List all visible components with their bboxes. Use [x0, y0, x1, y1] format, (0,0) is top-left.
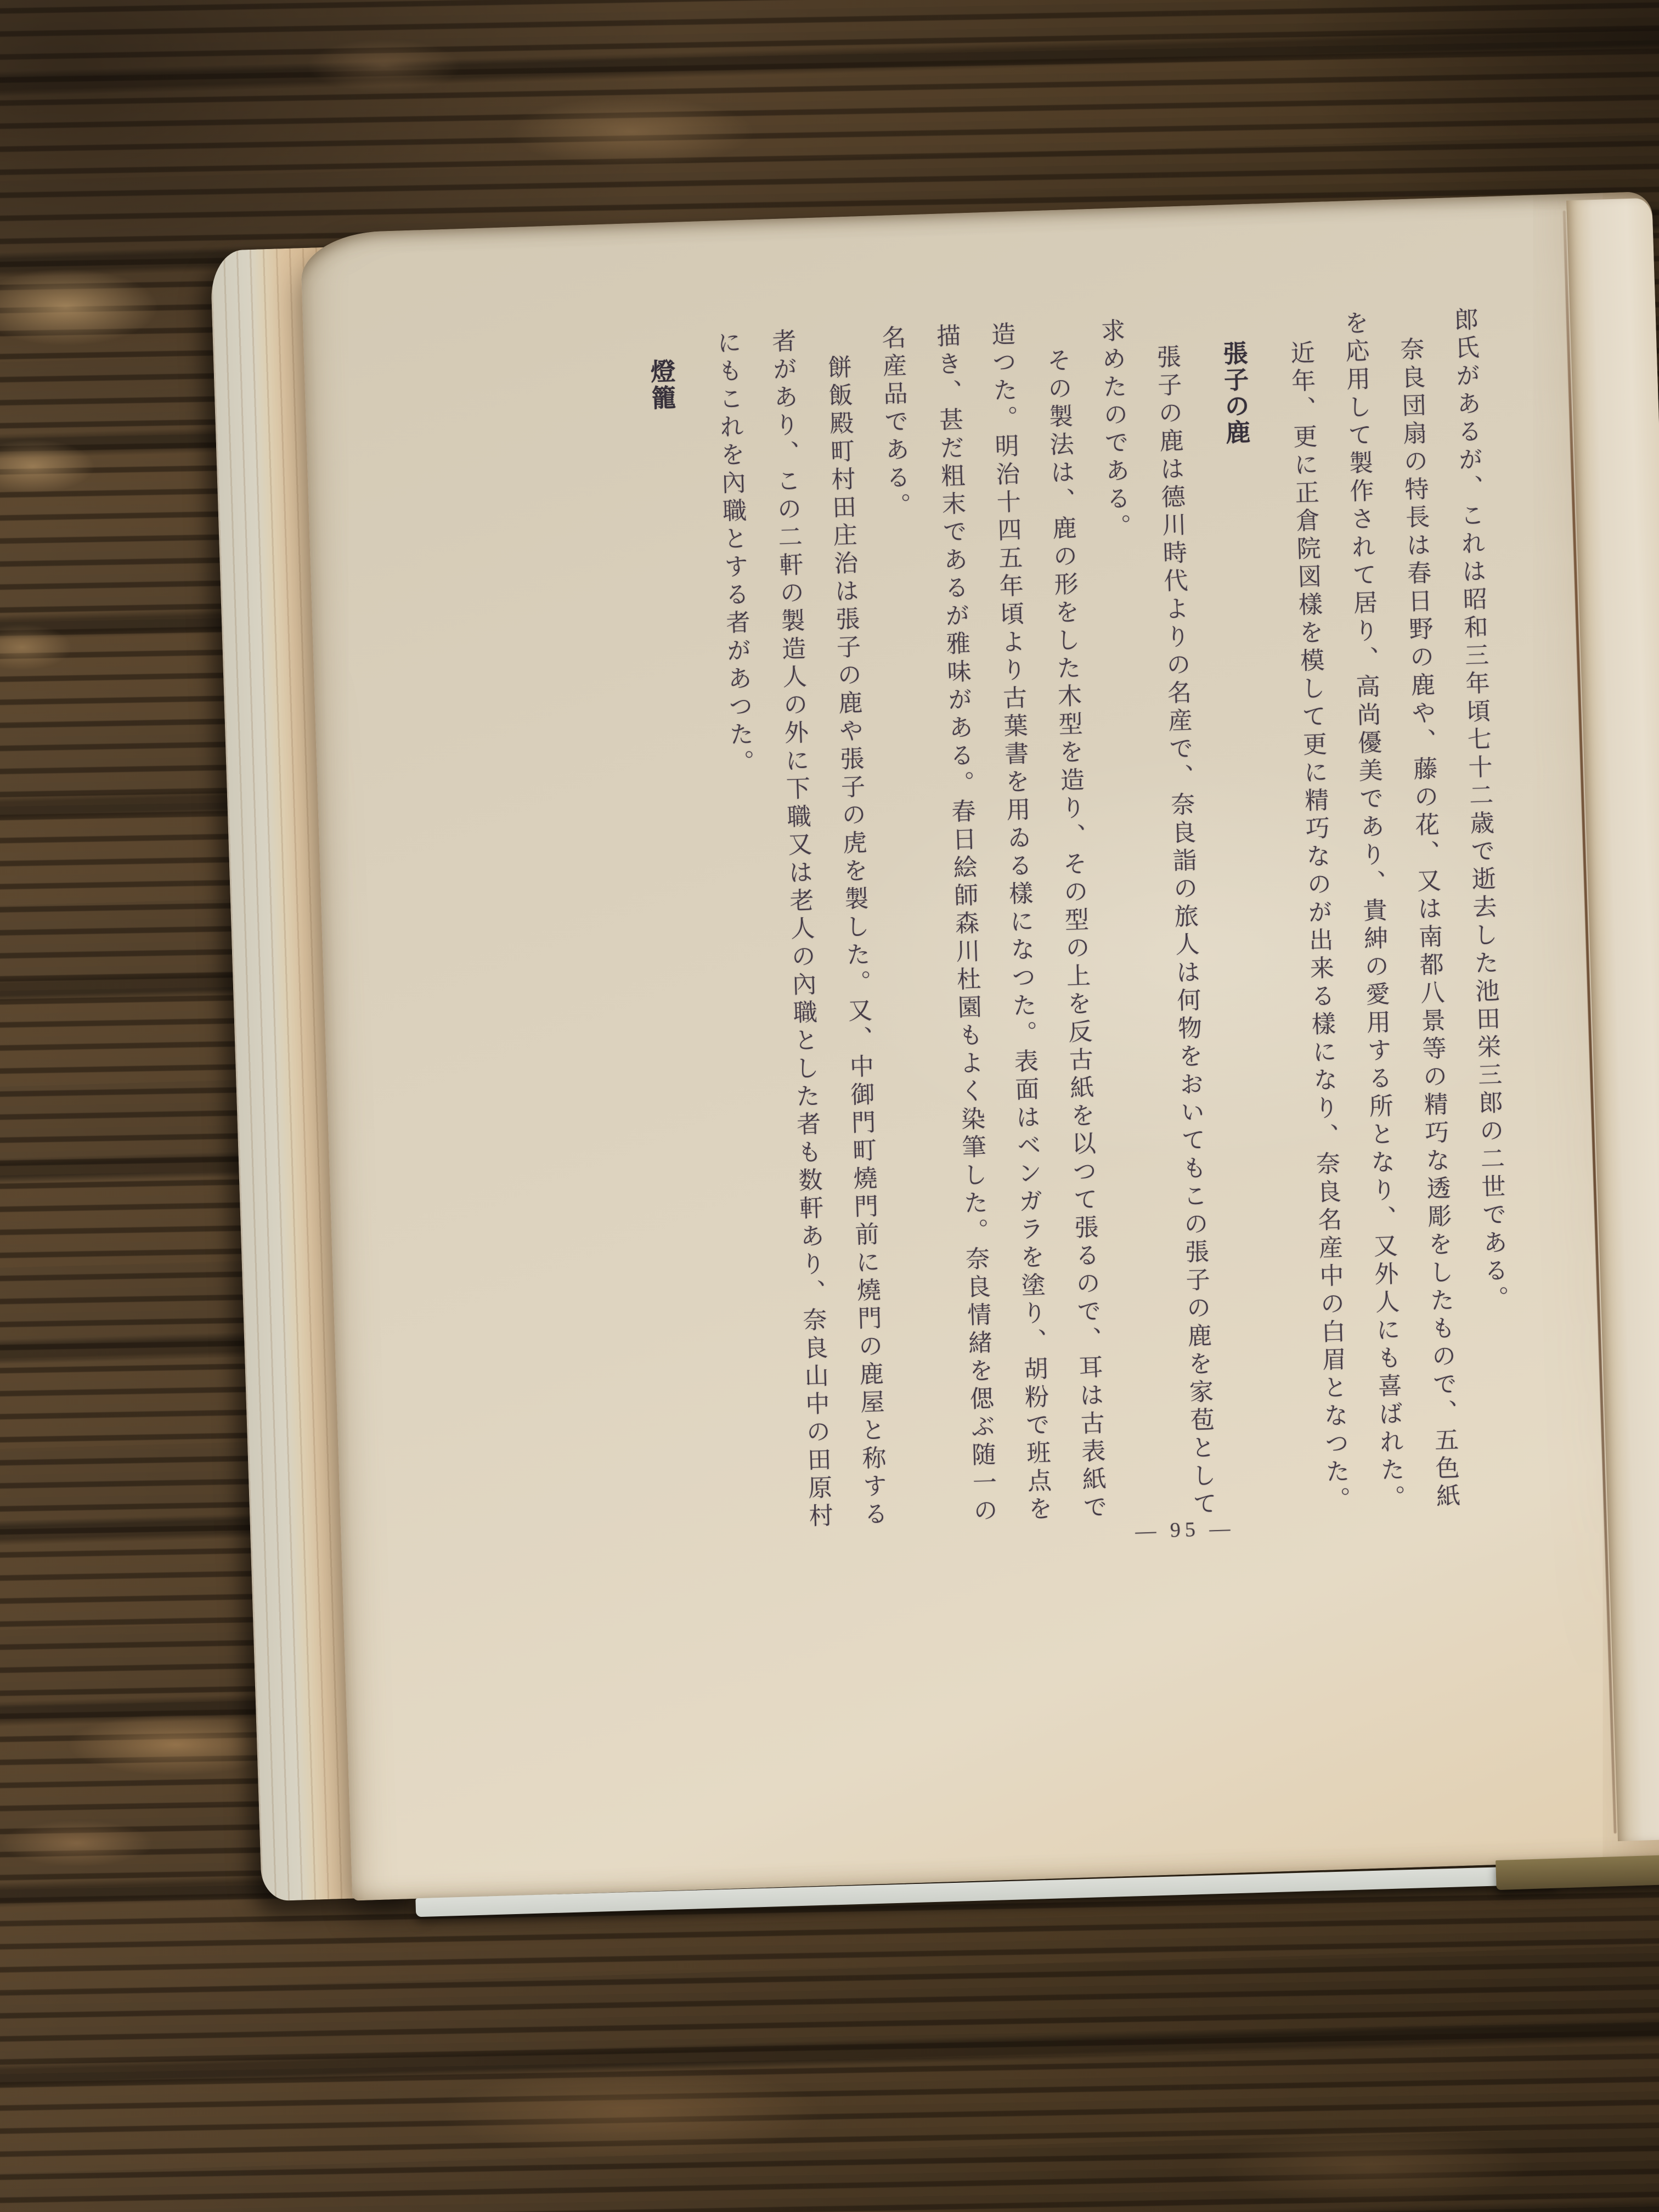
right-page	[300, 191, 1659, 1901]
text-column: 餅飯殿町村田庄治は張子の鹿や張子の虎を製した。又、中御門町燒門前に燒門の鹿屋と称する	[823, 354, 888, 1530]
text-block	[602, 306, 1530, 1590]
adjacent-page-sliver	[1566, 198, 1659, 1841]
text-column: 近年、更に正倉院図樣を模して更に精巧なのが出来る樣になり、奈良名産中の白眉となつた。	[1286, 340, 1351, 1515]
text-column: 描き、甚だ粗末であるが雅味がある。春日絵師森川杜園もよく染筆した。奈良情緒を偲ぶ随一の	[932, 323, 997, 1526]
text-column: 造つた。明治十四五年頃より古葉書を用ゐる樣になつた。表面はベンガラを塗り、胡粉で班点を	[987, 321, 1052, 1525]
text-column: 郎氏があるが、これは昭和三年頃七十二歳で逝去した池田栄三郎の二世である。	[1450, 306, 1509, 1314]
text-column: その製法は、鹿の形をした木型を造り、その型の上を反古紙を以つて張るので、耳は古表紙で	[1043, 347, 1107, 1523]
text-column: 名産品である。	[877, 324, 911, 521]
text-column: を応用して製作されて居り、高尚優美であり、貴紳の愛用する所となり、又外人にも喜ばれた。	[1340, 310, 1406, 1514]
section-heading: 燈籠	[646, 358, 676, 412]
section-heading: 張子の鹿	[1218, 340, 1250, 447]
text-column: 張子の鹿は德川時代よりの名産で、奈良詣の旅人は何物をおいてもこの張子の鹿を家苞として	[1152, 343, 1217, 1520]
page-bottom-edge-olive	[1496, 1854, 1659, 1890]
text-column: 奈良団扇の特長は春日野の鹿や、藤の花、又は南都八景等の精巧な透彫をしたもので、五色紙	[1396, 336, 1460, 1512]
text-column: にもこれを內職とする者があつた。	[713, 330, 754, 778]
open-book	[182, 191, 1659, 1938]
page-number: — 95 —	[1135, 1516, 1235, 1543]
text-column: 者があり、この二軒の製造人の外に下職又は老人の內職とした者も数軒あり、奈良山中の田原村	[768, 328, 833, 1532]
text-column: 求めたのである。	[1097, 318, 1131, 543]
